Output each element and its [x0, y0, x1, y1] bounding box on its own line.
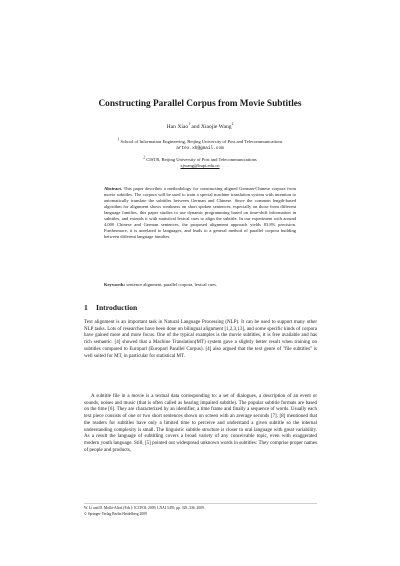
affiliation-2 [60, 157, 340, 169]
author-name: Han Xiao [166, 124, 189, 130]
keywords [104, 282, 296, 288]
affiliation-mark: 1 [117, 137, 120, 142]
footer-citation: W. Li and D. Mollá-Aliod (Eds.): ICCPOL 2009, LNAI 5459, pp. 329–336, 2009. [84, 506, 205, 510]
author-affil-mark: 1 [188, 122, 191, 127]
abstract [104, 186, 296, 240]
abstract-label: Abstract. [104, 186, 123, 191]
footer-rule [84, 503, 317, 504]
section-heading [84, 303, 317, 312]
section-number: 1 [84, 303, 88, 312]
affiliation-text: School of Information Engineering, Beijing University of Post and Telecommunications [120, 139, 283, 144]
keywords-label: Keywords: [104, 282, 126, 287]
affiliation-mark: 2 [143, 155, 146, 160]
body-paragraph: Text alignment is an important task in Natural Language Processing (NLP). It can be used to support many other NLP tasks. Lots of researches have been done on bilingual alignment [1,2,3,13], and some specific kinds of corpora have gained more and more focus. One of the typical examples is the movie subtitles, it is free available and has rich semantic. [4] showed that a Machine Translation(MT) system gave a slightly better result when training on subtitles compared to Europarl (Europarl Parallel Corpus). [4] also argued that the text genre of "file subtitles" is well suited for MT, in particular for statistical MT. [84, 320, 317, 359]
body-paragraph: A subtitle file in a movie is a textual data corresponding to: a set of dialogues, a description of an event or sounds, noises and music (that is often called as hearing impaired subtitle). The popular subtitle formats are based on the time [6]. They are characterized by an identifier, a time frame and finally a sequence of words. Usually each text piece consists of one or two short sentences shown on screen with an average seconds [7]. [8] mentioned that the readers for subtitles have only a limited time to perceive and understand a given subtitle so the internal understanding complexity is small. The linguistic subtitle structure is closer to oral language with great variability. As a result the language of subtitling covers a broad variety of any conceivable topic, even with exaggerated modern youth language. Still, [5] pointed out widespread unknown words in subtitles: They comprise proper names of people and products, [84, 394, 317, 453]
author-joiner: and [190, 124, 201, 130]
author-name: Xiaojie Wang [200, 124, 232, 130]
author-affil-mark: 2 [231, 122, 234, 127]
section-title: Introduction [96, 303, 138, 312]
affiliation-text: CISTR, Beijing University of Post and Telecommunications [146, 157, 257, 162]
affiliation-email[interactable]: xjwang@bupt.edu.cn [180, 163, 220, 168]
affiliation-1 [60, 139, 340, 152]
author-line [60, 124, 340, 131]
footer-copyright: © Springer-Verlag Berlin Heidelberg 2009 [84, 512, 147, 516]
paper-title: Constructing Parallel Corpus from Movie Subtitles [98, 99, 302, 109]
abstract-text: This paper describes a methodology for constructing aligned German-Chinese corpora from movie subtitles. The corpora will be used to train a special machine translation system with intention to automatically translate the subtitles between German and Chinese. Since the common length-based algorithm for alignment shows weakness on short spoken sentences, especially on those from different language families, this paper studies to use dynamic programming based on time-shift information in subtitles, and extends it with statistical lexical cues to align the subtitle. In our experiment with around 4,000 Chinese and German sentences, the proposed alignment approach yields 83.8% precision. Furthermore, it is unrelated to languages, and leads to a general method of parallel corpora building between different language families. [104, 186, 296, 240]
affiliation-email[interactable]: artex.xh@gmail.com [176, 146, 224, 151]
keywords-text: sentence alignment, parallel corpora, lexical cues. [126, 282, 218, 287]
